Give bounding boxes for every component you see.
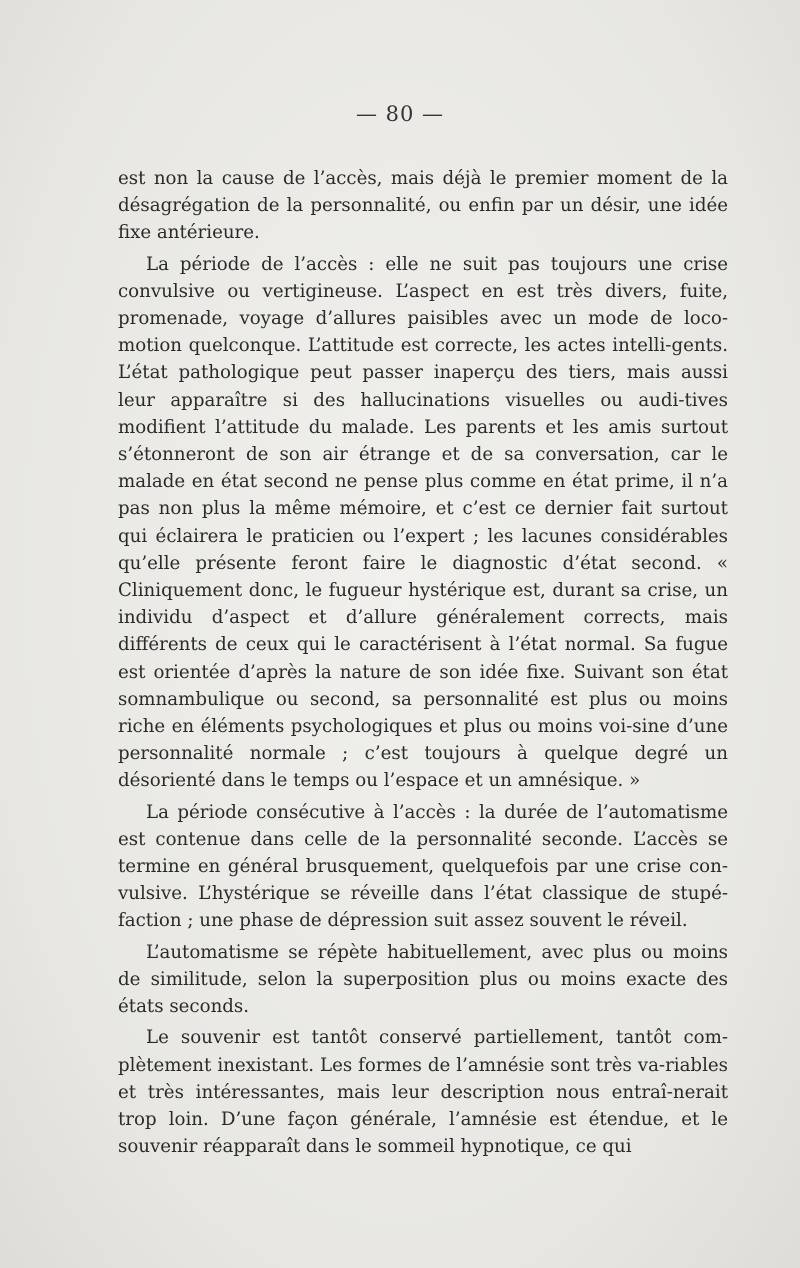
body-text <box>118 165 728 1164</box>
page-number: — 80 — <box>355 102 445 126</box>
paragraph-souvenir: Le souvenir est tantôt conservé partiellement, tantôt com-plètement inexistant. Les formes de l’amnésie sont très va-riables et très intéressantes, mais leur description nous entraî-nerait trop loin. D’une façon générale, l’amnésie est étendue, et le souvenir réapparaît dans le sommeil hypnotique, ce qui <box>118 1027 728 1158</box>
paragraph-periode-consecutive: La période consécutive à l’accès : la durée de l’automatisme est contenue dans celle de la personnalité seconde. L’accès se termine en général brusquement, quelquefois par une crise con-vulsive. L’hystérique se réveille dans l’état classique de stupé-faction ; une phase de dépression suit assez souvent le réveil. <box>118 801 728 932</box>
paragraph-periode-acces: La période de l’accès : elle ne suit pas toujours une crise convulsive ou vertigineuse. L’aspect en est très divers, fuite, promenade, voyage d’allures paisibles avec un mode de loco-motion quelconque. L’attitude est correcte, les actes intelli-gents. L’état pathologique peut passer inaperçu des tiers, mais aussi leur apparaître si des hallucinations visuelles ou audi-tives modifient l’attitude du malade. Les parents et les amis surtout s’étonneront de son air étrange et de sa conversation, car le malade en état second ne pense plus comme en état prime, il n’a pas non plus la même mémoire, et c’est ce dernier fait surtout qui éclairera le praticien ou l’expert ; les lacunes considérables qu’elle présente feront faire le diagnostic d’état second. « Cliniquement donc, le fugueur hystérique est, durant sa crise, un individu d’aspect et d’allure généralement corrects, mais différents de ceux qui le caractérisent à l’état normal. Sa fugue est orientée d’après la nature de son idée fixe. Suivant son état somnambulique ou second, sa personnalité est plus ou moins riche en éléments psychologiques et plus ou moins voi-sine d’une personnalité normale ; c’est toujours à quelque degré un désorienté dans le temps ou l’espace et un amnésique. » <box>118 253 728 792</box>
paragraph-continuation: est non la cause de l’accès, mais déjà le premier moment de la désagrégation de la personnalité, ou enfin par un désir, une idée fixe antérieure. <box>118 168 728 244</box>
paragraph-automatisme: L’automatisme se répète habituellement, avec plus ou moins de similitude, selon la superposition plus ou moins exacte des états seconds. <box>118 941 728 1018</box>
